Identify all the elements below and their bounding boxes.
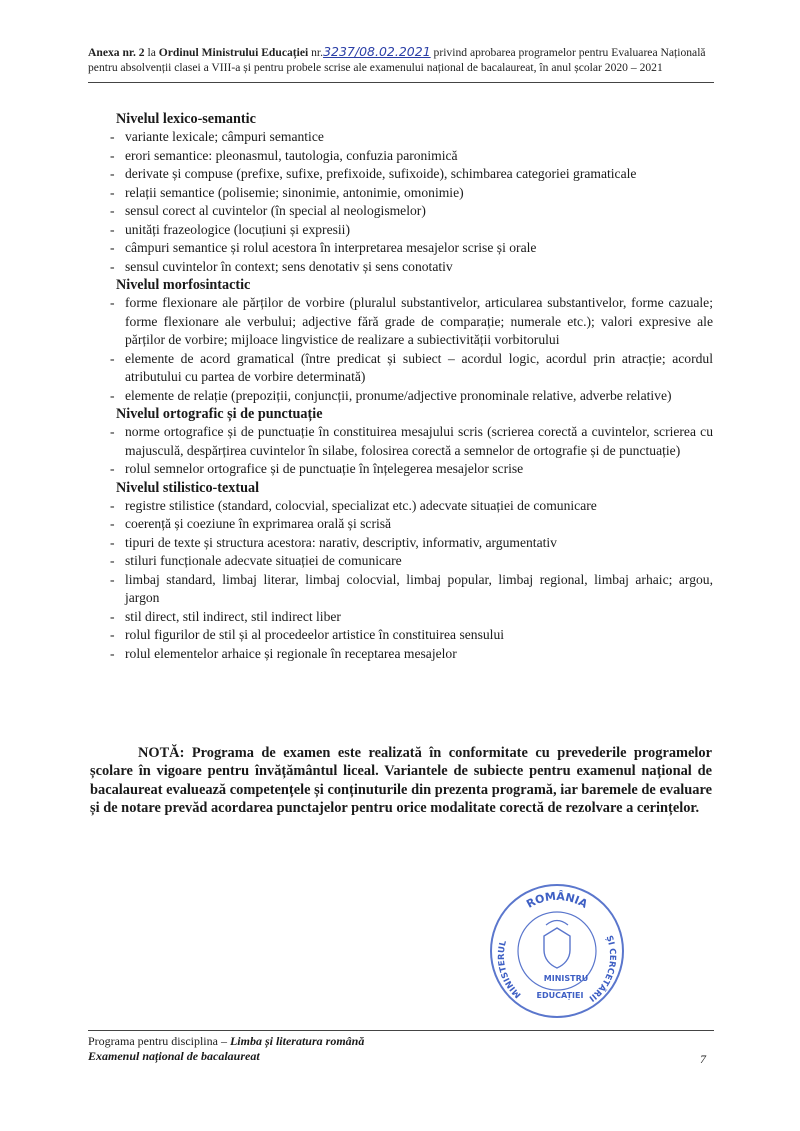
footer-discipline-name: Limba și literatura română [229, 1034, 365, 1048]
exam-note: NOTĂ: Programa de examen este realizată în conformitate cu prevederile programelor școlare în vigoare pentru învățământul liceal. Variantele de subiecte pentru examenul național de bacalaureat evaluează competențele și conținuturile din prezenta programă, iar baremele de evaluare și de notare prevăd acordarea punctajelor pentru orice modalitate corectă de rezolvare a cerințelor. [90, 745, 712, 817]
header-line1-rest: privind aprobarea programelor pentru Evaluarea Națională [430, 46, 706, 59]
list-item: - sensul corect al cuvintelor (în special al neologismelor) [108, 202, 713, 221]
section-title: Nivelul morfosintactic [116, 277, 251, 293]
section-title: Nivelul ortografic și de punctuație [116, 406, 323, 422]
footer-exam-name: Examenul național de bacalaureat [88, 1049, 260, 1063]
list-item: - sensul cuvintelor în context; sens denotativ și sens conotativ [108, 258, 713, 277]
list-item: - limbaj standard, limbaj literar, limbaj colocvial, limbaj popular, limbaj regional, limbaj arhaic; argou, jargon [108, 571, 713, 608]
stamp-center-text-2: EDUCAȚIEI [536, 991, 584, 1000]
order-label: Ordinul Ministrului Educației [158, 46, 309, 59]
annex-label: Anexa nr. 2 [88, 46, 145, 59]
list-item: - variante lexicale; câmpuri semantice [108, 128, 713, 147]
page-number: 7 [700, 1052, 706, 1066]
list-item: - rolul semnelor ortografice și de punctuație în înțelegerea mesajelor scrise [108, 460, 713, 479]
list-item: - registre stilistice (standard, colocvial, specializat etc.) adecvate situației de comunicare [108, 497, 713, 516]
stamp-top-text: ROMÂNIA [524, 889, 590, 911]
list-item: - derivate și compuse (prefixe, sufixe, prefixoide, sufixoide), schimbarea categoriei gramaticale [108, 165, 713, 184]
section-list [108, 497, 713, 664]
list-item: - coerență și coeziune în exprimarea orală și scrisă [108, 515, 713, 534]
list-item: - rolul figurilor de stil și al procedeelor artistice în constituirea sensului [108, 626, 713, 645]
page-footer [88, 1034, 714, 1064]
list-item: - rolul elementelor arhaice și regionale în receptarea mesajelor [108, 645, 713, 664]
section-list [108, 128, 713, 276]
list-item: - elemente de acord gramatical (între predicat și subiect – acordul logic, acordul prin atracție; acordul atributului cu partea de vorbire determinată) [108, 350, 713, 387]
list-item: - tipuri de texte și structura acestora: narativ, descriptiv, informativ, argumentativ [108, 534, 713, 553]
coat-of-arms-icon [544, 928, 570, 968]
list-item: - norme ortografice și de punctuație în constituirea mesajului scris (scrierea corectă a cuvintelor, scrierea cu majusculă, despărțirea cuvintelor în silabe, folosirea corectă a semnelor de ortografie și de punctuație) [108, 423, 713, 460]
list-item: - erori semantice: pleonasmul, tautologia, confuzia paronimică [108, 147, 713, 166]
handwritten-order-number: 3237/08.02.2021 [323, 44, 431, 59]
section-list [108, 423, 713, 479]
content-body [108, 110, 713, 663]
list-item: - stil direct, stil indirect, stil indirect liber [108, 608, 713, 627]
footer-divider [88, 1030, 714, 1031]
eagle-wings-icon [546, 921, 568, 926]
header-divider [88, 82, 714, 83]
header-connector: la [144, 46, 159, 59]
ministry-stamp [486, 880, 628, 1022]
section-title: Nivelul lexico-semantic [116, 111, 256, 127]
list-item: - stiluri funcționale adecvate situației de comunicare [108, 552, 713, 571]
section-title: Nivelul stilistico-textual [116, 479, 260, 496]
section-list [108, 294, 713, 405]
footer-discipline-prefix: Programa pentru disciplina – [88, 1034, 230, 1048]
header-line2: pentru absolvenții clasei a VIII-a și pentru probele scrise ale examenului național de bacalaureat, în anul școlar 2020 – 2021 [88, 61, 663, 74]
page-header [88, 44, 713, 75]
list-item: - elemente de relație (prepoziții, conjuncții, pronume/adjective pronominale relative, adverbe relative) [108, 387, 713, 406]
stamp-left-text: MINISTERUL [496, 939, 524, 1000]
stamp-center-text-1: MINISTRU [543, 974, 589, 983]
list-item: - unități frazeologice (locuțiuni și expresii) [108, 221, 713, 240]
list-item: - relații semantice (polisemie; sinonimie, antonimie, omonimie) [108, 184, 713, 203]
list-item: - forme flexionare ale părților de vorbire (pluralul substantivelor, articularea substantivelor, forme cazuale; forme flexionare ale verbului; adjective fără grade de comparație; numerale etc.); valori expresive ale părților de vorbire; mijloace lingvistice de realizare a subiectivității vorbitorului [108, 294, 713, 350]
order-number-label: nr. [308, 46, 324, 59]
stamp-right-text: ȘI CERCETĂRII [586, 934, 618, 1004]
list-item: - câmpuri semantice și rolul acestora în interpretarea mesajelor scrise și orale [108, 239, 713, 258]
